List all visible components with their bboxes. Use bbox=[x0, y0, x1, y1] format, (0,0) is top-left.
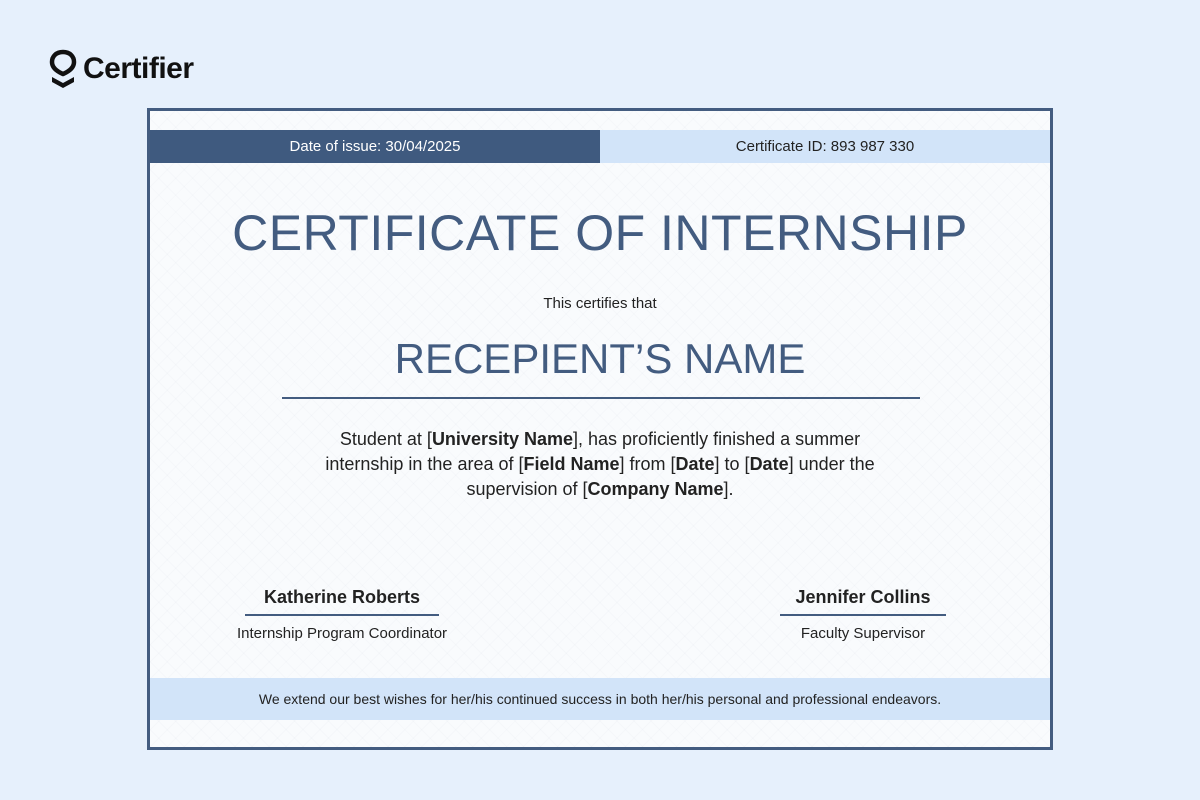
signature-block-supervisor bbox=[740, 585, 986, 642]
recipient-name: RECEPIENT’S NAME bbox=[394, 335, 806, 382]
date-of-issue: Date of issue: 30/04/2025 bbox=[150, 130, 600, 163]
body-text-segment: ] from [ bbox=[619, 454, 676, 474]
body-text-segment: Student at [ bbox=[339, 429, 432, 449]
signature-line bbox=[245, 614, 439, 616]
company-placeholder: Company Name bbox=[587, 479, 724, 499]
body-text-segment: ], has proficiently finished a summer internship in the area of [ bbox=[325, 429, 861, 474]
certificate bbox=[147, 108, 1053, 750]
signatory-name: Jennifer Collins bbox=[795, 587, 931, 607]
body-text-segment: ] to [ bbox=[714, 454, 750, 474]
signatory-title: Internship Program Coordinator bbox=[236, 625, 448, 642]
signature-block-coordinator bbox=[220, 585, 464, 642]
certificate-title: CERTIFICATE OF INTERNSHIP bbox=[232, 205, 968, 261]
certificate-body bbox=[300, 427, 900, 502]
certificate-id: Certificate ID: 893 987 330 bbox=[600, 130, 1050, 163]
signatory-title: Faculty Supervisor bbox=[800, 625, 926, 642]
footer-message: We extend our best wishes for her/his continued success in both her/his personal and professional endeavors. bbox=[150, 678, 1050, 720]
body-text-segment: ] under the supervision of [ bbox=[466, 454, 875, 499]
signature-line bbox=[780, 614, 946, 616]
certificate-header-bar bbox=[150, 130, 1050, 163]
field-placeholder: Field Name bbox=[523, 454, 620, 474]
date-to-placeholder: Date bbox=[749, 454, 789, 474]
university-placeholder: University Name bbox=[431, 429, 574, 449]
certifies-text: This certifies that bbox=[543, 295, 657, 312]
body-text-segment: ]. bbox=[723, 479, 734, 499]
date-from-placeholder: Date bbox=[675, 454, 715, 474]
brand-logo bbox=[49, 49, 194, 89]
recipient-underline bbox=[282, 397, 920, 399]
certifier-logo-icon bbox=[49, 49, 77, 89]
signatory-name: Katherine Roberts bbox=[263, 587, 421, 607]
brand-name: Certifier bbox=[83, 52, 194, 85]
